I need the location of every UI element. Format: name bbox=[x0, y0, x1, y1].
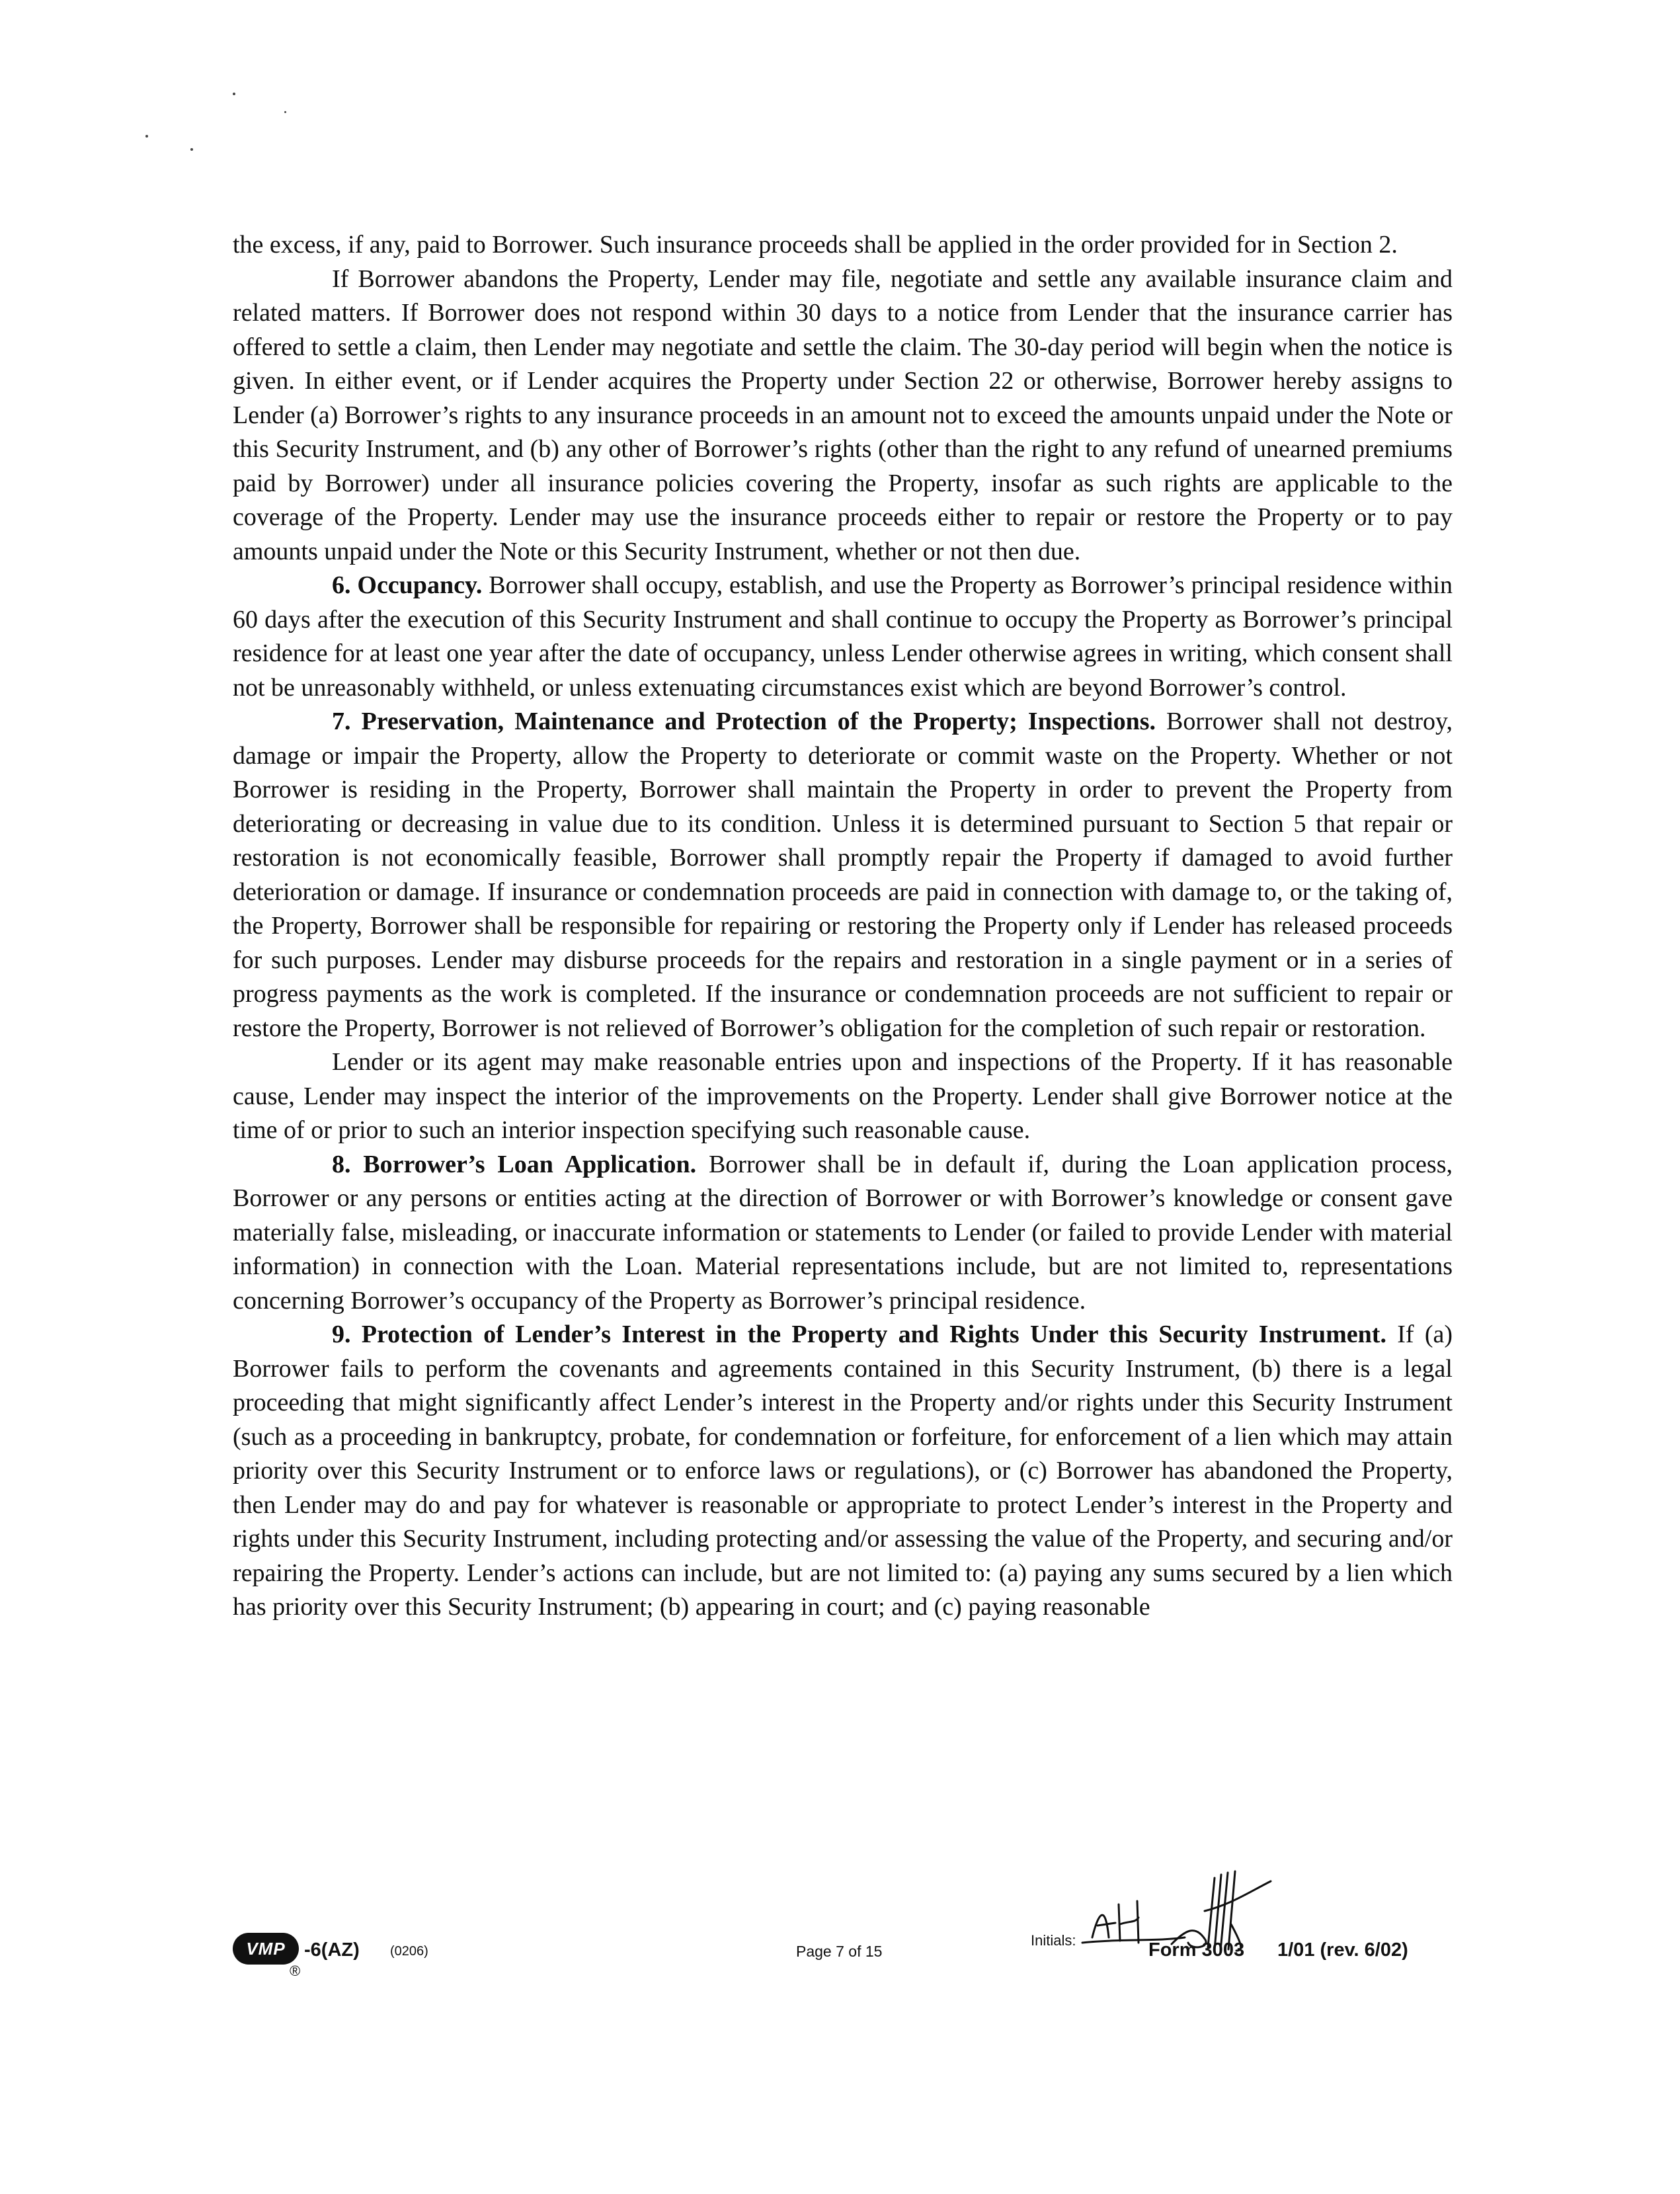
scan-speck bbox=[145, 135, 148, 138]
scan-speck bbox=[190, 148, 193, 151]
section-9-lender-interest bbox=[233, 1318, 1453, 1625]
scan-speck bbox=[233, 93, 235, 95]
form-code: -6(AZ) bbox=[304, 1939, 360, 1961]
section-heading: 7. Preservation, Maintenance and Protection of the Property; Inspections. bbox=[332, 708, 1156, 735]
section-heading: 8. Borrower’s Loan Application. bbox=[332, 1150, 697, 1178]
page-footer bbox=[233, 1904, 1453, 1984]
section-heading: 9. Protection of Lender’s Interest in the Property and Rights Under this Security Instrument. bbox=[332, 1320, 1386, 1348]
paragraph-text: If (a) Borrower fails to perform the covenants and agreements contained in this Security Instrument, (b) there is a legal proceeding that might significantly affect Lender’s interest in the Property and/or rights under this Security Instrument (such as a proceeding in bankruptcy, probate, for condemnation or forfeiture, for enforcement of a lien which may attain priority over this Security Instrument or to enforce laws or regulations), or (c) Borrower has abandoned the Property, then Lender may do and pay for whatever is reasonable or appropriate to protect Lender’s interest in the Property and rights under this Security Instrument, including protecting and/or assessing the value of the Property, and securing and/or repairing the Property. Lender’s actions can include, but are not limited to: (a) paying any sums secured by a lien which has priority over this Security Instrument; (b) appearing in court; and (c) paying reasonable bbox=[233, 1320, 1453, 1621]
section-7-preservation bbox=[233, 705, 1453, 1045]
paragraph-text: Borrower shall occupy, establish, and use the Property as Borrower’s principal residence within 60 days after the execution of this Security Instrument and shall continue to occupy the Property as Borrower’s principal residence for at least one year after the date of occupancy, unless Lender otherwise agrees in writing, which consent shall not be unreasonably withheld, or unless extenuating circumstances exist which are beyond Borrower’s control. bbox=[233, 571, 1453, 702]
initials-label: Initials: bbox=[1031, 1932, 1076, 1949]
paragraph-text: Borrower shall be in default if, during the Loan application process, Borrower or any persons or entities acting at the direction of Borrower or with Borrower’s knowledge or consent gave materially false, misleading, or inaccurate information or statements to Lender (or failed to provide Lender with material information) in connection with the Loan. Material representations include, but are not limited to, representations concerning Borrower’s occupancy of the Property as Borrower’s principal residence. bbox=[233, 1150, 1453, 1315]
paragraph-text: Lender or its agent may make reasonable entries upon and inspections of the Property. If it has reasonable cause, Lender may inspect the interior of the improvements on the Property. Lender shall give Borrower notice at the time of or prior to such an interior inspection specifying such reasonable cause. bbox=[233, 1048, 1453, 1144]
form-revision: 1/01 (rev. 6/02) bbox=[1277, 1939, 1408, 1961]
initials-signature bbox=[1079, 1865, 1410, 1971]
paragraph-text: If Borrower abandons the Property, Lender may file, negotiate and settle any available insurance claim and related matters. If Borrower does not respond within 30 days to a notice from Lender that the insurance carrier has offered to settle a claim, then Lender may negotiate and settle the claim. The 30-day period will begin when the notice is given. In either event, or if Lender acquires the Property under Section 22 or otherwise, Borrower hereby assigns to Lender (a) Borrower’s rights to any insurance proceeds in an amount not to exceed the amounts unpaid under the Note or this Security Instrument, and (b) any other of Borrower’s rights (other than the right to any refund of unearned premiums paid by Borrower) under all insurance policies covering the Property, insofar as such rights are applicable to the coverage of the Property. Lender may use the insurance proceeds either to repair or restore the Property or to pay amounts unpaid under the Note or this Security Instrument, whether or not then due. bbox=[233, 264, 1453, 565]
paragraph-text: the excess, if any, paid to Borrower. Such insurance proceeds shall be applied in the order provided for in Section 2. bbox=[233, 231, 1398, 259]
paragraph-text: Borrower shall not destroy, damage or impair the Property, allow the Property to deteriorate or commit waste on the Property. Whether or not Borrower is residing in the Property, Borrower shall maintain the Property in order to prevent the Property from deteriorating or decreasing in value due to its condition. Unless it is determined pursuant to Section 5 that repair or restoration is not economically feasible, Borrower shall promptly repair the Property if damaged to avoid further deterioration or damage. If insurance or condemnation proceeds are paid in connection with damage to, or the taking of, the Property, Borrower shall be responsible for repairing or restoring the Property only if Lender has released proceeds for such purposes. Lender may disburse proceeds for the repairs and restoration in a single payment or in a series of progress payments as the work is completed. If the insurance or condemnation proceeds are not sufficient to repair or restore the Property, Borrower is not relieved of Borrower’s obligation for the completion of such repair or restoration. bbox=[233, 708, 1453, 1042]
form-number: Form 3003 bbox=[1148, 1939, 1245, 1961]
document-body bbox=[233, 228, 1453, 1625]
section-6-occupancy bbox=[233, 569, 1453, 705]
section-heading: 6. Occupancy. bbox=[332, 571, 483, 599]
scan-speck bbox=[284, 111, 286, 113]
form-code-suffix: (0206) bbox=[390, 1944, 428, 1959]
registered-mark: ® bbox=[290, 1963, 301, 1979]
paragraph-insurance-excess bbox=[233, 228, 1453, 263]
paragraph-abandonment bbox=[233, 263, 1453, 569]
vmp-logo: VMP bbox=[233, 1933, 299, 1965]
section-8-loan-application bbox=[233, 1148, 1453, 1319]
page-number: Page 7 of 15 bbox=[796, 1943, 883, 1960]
paragraph-inspections bbox=[233, 1045, 1453, 1148]
